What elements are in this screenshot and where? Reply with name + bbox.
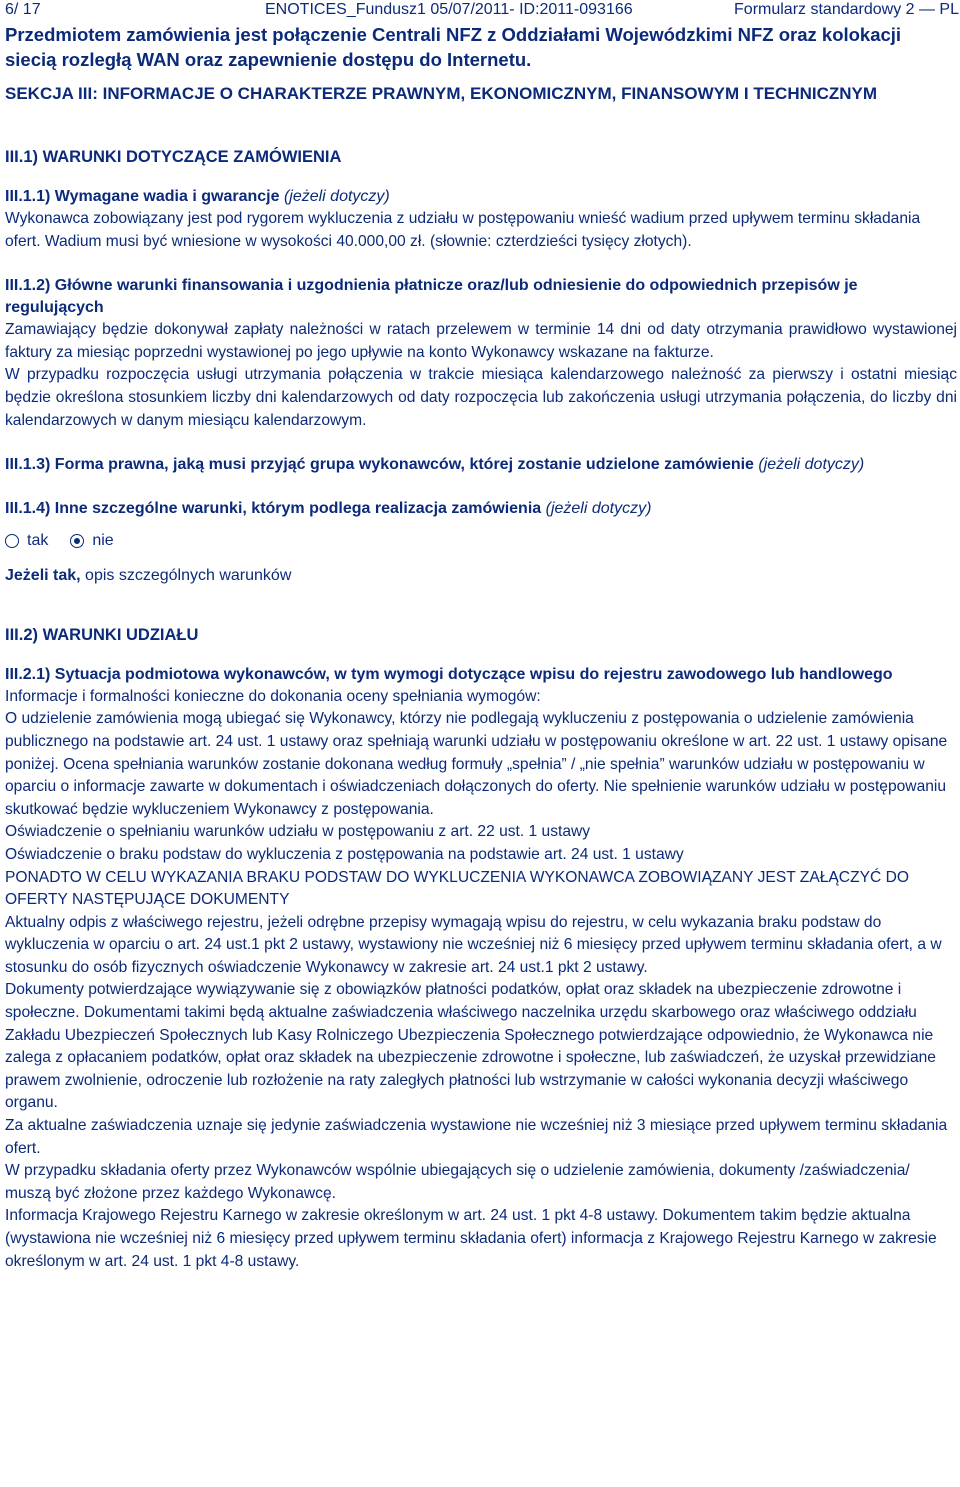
heading-iii-1-2: III.1.2) Główne warunki finansowania i uzgodnienia płatnicze oraz/lub odniesienie do odpowiednich przepisów je regulujących: [5, 277, 858, 317]
text-iii-2-1-p7: Za aktualne zaświadczenia uznaje się jedynie zaświadczenia wystawione nie wcześniej niż 3 miesiące przed upływem terminu składania ofert.: [5, 1117, 948, 1157]
heading-iii-1-3: III.1.3) Forma prawna, jaką musi przyjąć grupa wykonawców, której zostanie udzielone zamówienie (jeżeli dotyczy): [5, 456, 865, 474]
text-iii-2-1-p4: PONADTO W CELU WYKAZANIA BRAKU PODSTAW DO WYKLUCZENIA WYKONAWCA ZOBOWIĄZANY JEST ZAŁĄCZYĆ DO OFERTY NASTĘPUJĄCE DOKUMENTY: [5, 868, 909, 909]
heading-iii-1-1: III.1.1) Wymagane wadia i gwarancje (jeżeli dotyczy): [5, 188, 390, 205]
contract-subject: Przedmiotem zamówienia jest połączenie Centrali NFZ z Oddziałami Wojewódzkimi NFZ oraz kolokacji siecią rozległą WAN oraz zapewnienie dostępu do Internetu.: [5, 24, 902, 70]
heading-iii-1-4: III.1.4) Inne szczególne warunki, którym podlega realizacja zamówienia (jeżeli dotyczy): [5, 500, 652, 518]
text-iii-2-1-p6: Dokumenty potwierdzające wywiązywanie się z obowiązków płatności podatków, opłat oraz składek na ubezpieczenie zdrowotne i społeczne. Dokumentami takimi będą aktualne zaświadczenia właściwego naczelnika urzędu skarbowego oraz właściwego oddziału Zakładu Ubezpieczeń Społecznych lub Kasy Rolniczego Ubezpieczenia Społecznego potwierdzające odpowiednio, że Wykonawca nie zalega z opłacaniem podatków, opłat oraz składek na ubezpieczenie zdrowotne i społeczne, lub zaświadczeń, że uzyskał przewidziane prawem zwolnienie, odroczenie lub rozłożenie na raty zaległych płatności lub wstrzymanie w całości wykonania decyzji właściwego organu.: [5, 981, 936, 1112]
form-type: Formularz standardowy 2 — PL: [734, 1, 959, 18]
radio-no-selected[interactable]: [70, 534, 84, 548]
section-title: SEKCJA III: INFORMACJE O CHARAKTERZE PRAWNYM, EKONOMICZNYM, FINANSOWYM I TECHNICZNYM: [5, 84, 878, 103]
page-header: [5, 0, 957, 22]
qualifier-iii-1-3: (jeżeli dotyczy): [758, 456, 865, 474]
qualifier-iii-1-1: (jeżeli dotyczy): [283, 188, 390, 205]
radio-no-label: nie: [92, 532, 114, 550]
heading-iii-1: III.1) WARUNKI DOTYCZĄCE ZAMÓWIENIA: [5, 148, 342, 166]
text-iii-2-1-p8: W przypadku składania oferty przez Wykonawców wspólnie ubiegających się o udzielenie zamówienia, dokumenty /zaświadczenia/ muszą być złożone przez każdego Wykonawcę.: [5, 1162, 910, 1202]
page-number: 6/ 17: [5, 1, 41, 18]
text-iii-2-1-p1: O udzielenie zamówienia mogą ubiegać się Wykonawcy, którzy nie podlegają wykluczeniu z postępowania o udzielenie zamówienia publicznego na podstawie art. 24 ust. 1 ustawy oraz spełniają warunki udziału w postępowaniu określone w art. 22 ust. 1 ustawy opisane poniżej. Ocena spełniania warunków zostanie dokonana według formuły „spełnia” / „nie spełnia” warunków udziału w postępowaniu w oparciu o informacje zawarte w dokumentach i oświadczeniach dołączonych do oferty. Nie spełnienie warunków udziału w postępowaniu skutkować będzie wykluczeniem Wykonawcy z postępowania.: [5, 710, 948, 818]
radio-yes[interactable]: [5, 534, 19, 548]
text-iii-2-1-intro: Informacje i formalności konieczne do dokonania oceny spełniania wymogów:: [5, 687, 541, 705]
heading-iii-2: III.2) WARUNKI UDZIAŁU: [5, 625, 199, 644]
text-iii-2-1-p5: Aktualny odpis z właściwego rejestru, jeżeli odrębne przepisy wymagają wpisu do rejestru, w celu wykazania braku podstaw do wykluczenia w oparciu o art. 24 ust.1 pkt 2 ustawy, wystawiony nie wcześniej niż 6 miesięcy przed upływem terminu składania ofert, a w stosunku do osób fizycznych oświadczenie Wykonawcy w zakresie art. 24 ust.1 pkt 2 ustawy.: [5, 913, 942, 976]
radio-yes-label: tak: [27, 532, 49, 550]
if-yes-description: Jeżeli tak, opis szczególnych warunków: [5, 567, 292, 585]
qualifier-iii-1-4: (jeżeli dotyczy): [545, 500, 652, 518]
document-page: [5, 0, 957, 1273]
text-iii-1-1: Wykonawca zobowiązany jest pod rygorem wykluczenia z udziału w postępowaniu wnieść wadium przed upływem terminu składania ofert. Wadium musi być wniesione w wysokości 40.000,00 zł. (słownie: czterdzieści tysięcy złotych).: [5, 210, 921, 250]
text-iii-1-2-p2: W przypadku rozpoczęcia usługi utrzymania połączenia w trakcie miesiąca kalendarzowego należność za pierwszy i ostatni miesiąc będzie określona stosunkiem liczby dni kalendarzowych od daty rozpoczęcia lub zakończenia usługi utrzymania połączenia, do liczby dni kalendarzowych w danym miesiącu kalendarzowym.: [5, 366, 957, 429]
radio-group-special-conditions: [5, 529, 957, 553]
text-iii-2-1-p3: Oświadczenie o braku podstaw do wykluczenia z postępowania na podstawie art. 24 ust. 1 ustawy: [5, 845, 684, 863]
text-iii-1-2-p1: Zamawiający będzie dokonywał zapłaty należności w ratach przelewem w terminie 14 dni od daty otrzymania prawidłowo wystawionej faktury za miesiąc poprzedni wystawionej po jego upływie na konto Wykonawcy wskazane na fakturze.: [5, 321, 957, 361]
document-id: ENOTICES_Fundusz1 05/07/2011- ID:2011-093166: [265, 1, 633, 18]
text-iii-2-1-p2: Oświadczenie o spełnianiu warunków udziału w postępowaniu z art. 22 ust. 1 ustawy: [5, 823, 591, 841]
text-iii-2-1-p9: Informacja Krajowego Rejestru Karnego w zakresie określonym w art. 24 ust. 1 pkt 4-8 ustawy. Dokumentem takim będzie aktualna (wystawiona nie wcześniej niż 6 miesięcy przed upływem terminu składania ofert) informacja z Krajowego Rejestru Karnego w zakresie określonym w art. 24 ust. 1 pkt 4-8 ustawy.: [5, 1207, 937, 1270]
heading-iii-2-1: III.2.1) Sytuacja podmiotowa wykonawców, w tym wymogi dotyczące wpisu do rejestru zawodowego lub handlowego: [5, 665, 893, 683]
